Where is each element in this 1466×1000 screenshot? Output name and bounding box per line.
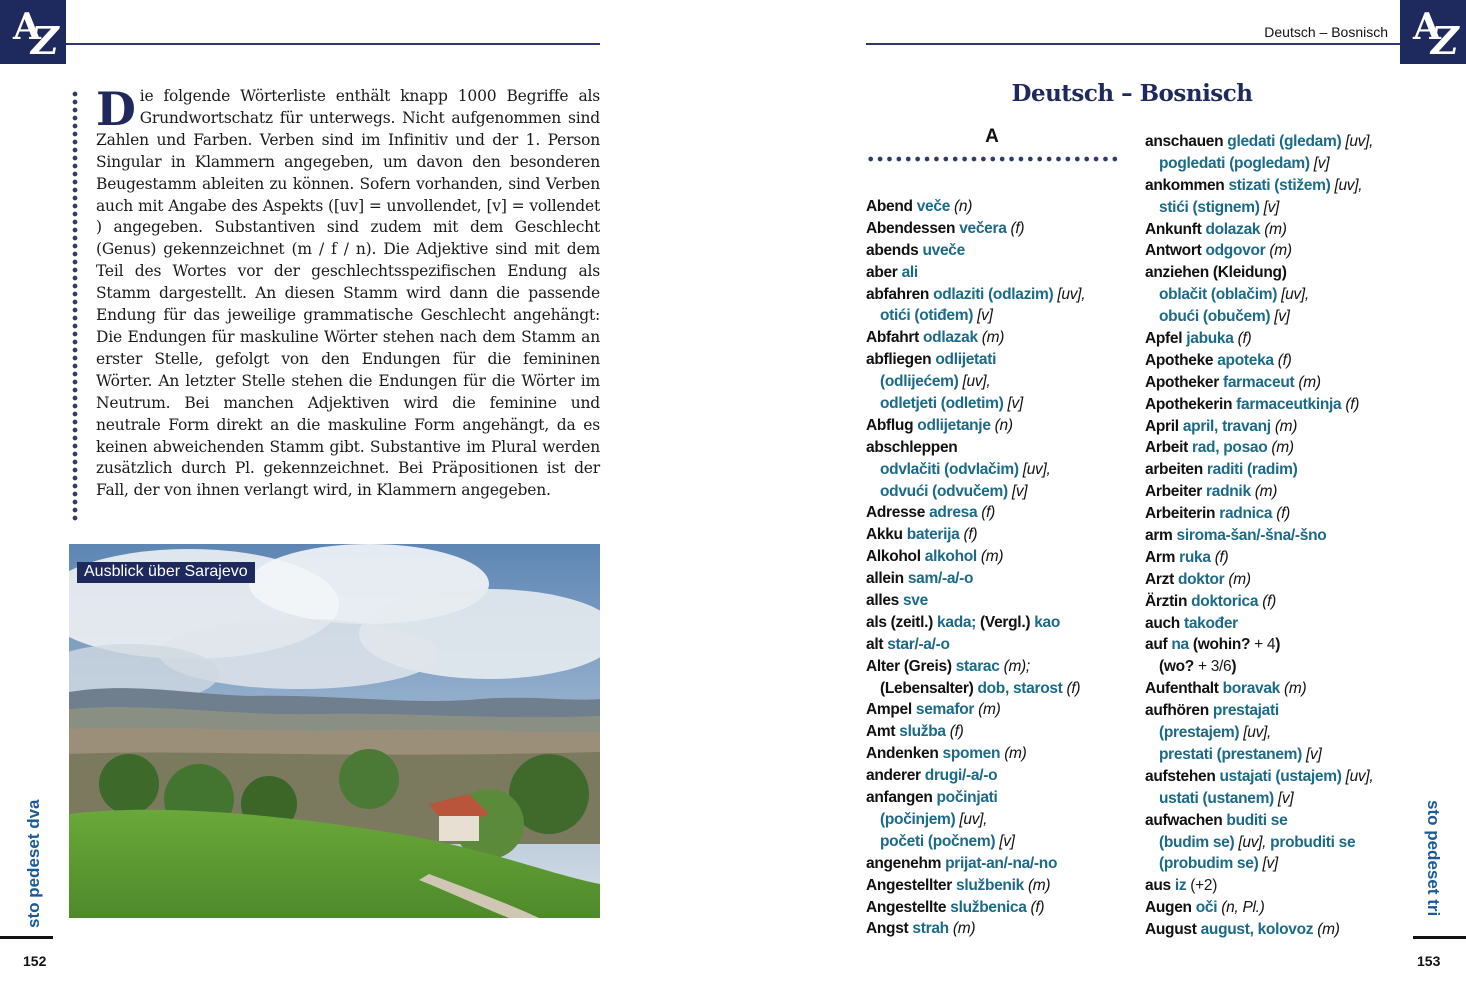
bosnian-term: ustati (ustanem) — [1159, 789, 1278, 807]
glossary-entry-line — [1145, 722, 1373, 744]
intro-paragraph — [96, 82, 600, 502]
glossary-entry-line — [866, 327, 1085, 349]
grammar-note: (m) — [978, 701, 1001, 719]
bosnian-term: august, kolovoz — [1200, 921, 1318, 939]
bosnian-term: doktor — [1177, 570, 1229, 588]
glossary-entry-line — [866, 743, 1085, 765]
grammar-note: (f) — [981, 504, 996, 522]
bosnian-term: oblačit (oblačim) — [1159, 286, 1282, 304]
german-term: alt — [866, 635, 888, 653]
german-term: ankommen — [1145, 176, 1229, 194]
page-number-bar-left — [0, 936, 53, 939]
grammar-note: (m) — [952, 920, 976, 938]
bosnian-term: dolazak — [1205, 220, 1265, 238]
glossary-entry-line — [1145, 175, 1373, 197]
glossary-entry-line — [866, 809, 1085, 831]
bosnian-term: semafor — [915, 701, 979, 719]
bosnian-term: buditi se — [1226, 811, 1288, 829]
grammar-note: [uv], — [959, 810, 988, 828]
glossary-entry-line — [1145, 394, 1373, 416]
german-term: aufhören — [1145, 702, 1213, 720]
grammar-note: + 3/6 — [1197, 658, 1232, 676]
glossary-entry-line — [866, 546, 1085, 568]
glossary-entry-line — [1145, 437, 1373, 459]
glossary-column-1 — [866, 196, 1085, 940]
page-number-bar-right — [1413, 936, 1466, 939]
glossary-entry-line — [1145, 678, 1373, 700]
glossary-entry-line — [1145, 613, 1373, 635]
german-term: Augen — [1145, 899, 1196, 917]
bosnian-term: (odlijećem) — [880, 373, 963, 391]
bosnian-term: iz — [1174, 877, 1191, 895]
german-term: Abflug — [866, 416, 918, 434]
glossary-entry-line — [1145, 897, 1373, 919]
bosnian-term: (probudim se) — [1159, 855, 1263, 873]
glossary-entry-line — [1145, 153, 1373, 175]
photo-caption: Ausblick über Sarajevo — [77, 562, 255, 583]
bosnian-term: otići (otiđem) — [880, 307, 978, 325]
bosnian-term: boravak — [1222, 680, 1284, 698]
german-term: Ampel — [866, 701, 916, 719]
glossary-entry-line — [866, 349, 1085, 371]
german-term: Arbeiter — [1145, 483, 1207, 501]
az-logo-icon: A Z — [0, 0, 66, 64]
grammar-note: (m) — [980, 548, 1004, 566]
grammar-note: (m) — [1004, 745, 1027, 763]
glossary-entry-line — [1145, 262, 1373, 284]
german-term: Apothekerin — [1145, 395, 1237, 413]
bosnian-term: oči — [1195, 899, 1222, 917]
glossary-entry-line — [866, 240, 1085, 262]
glossary-entry-line — [866, 415, 1085, 437]
bosnian-term: odlijetanje — [917, 416, 995, 434]
bosnian-term: ruka — [1179, 548, 1215, 566]
page-number-left: 152 — [23, 953, 47, 969]
bosnian-term: odvući (odvučem) — [880, 482, 1012, 500]
drop-cap: D — [96, 82, 136, 136]
german-term: abends — [866, 241, 923, 259]
german-term: abfliegen — [866, 351, 936, 369]
glossary-entry-line — [1145, 219, 1373, 241]
page-label-left: sto pedeset dva — [24, 799, 43, 928]
german-term: Apotheker — [1145, 373, 1223, 391]
german-term: alles — [866, 592, 903, 610]
bosnian-term: odvlačiti (odvlačim) — [880, 460, 1023, 478]
grammar-note: (n) — [954, 198, 973, 215]
bosnian-term: probuditi se — [1270, 833, 1356, 851]
glossary-entry-line — [866, 284, 1085, 306]
dotted-margin-line — [72, 90, 78, 522]
glossary-entry-line — [866, 305, 1085, 327]
glossary-entry-line — [866, 656, 1085, 678]
german-term: Arbeiterin — [1145, 505, 1220, 523]
german-term: allein — [866, 570, 908, 588]
grammar-note: [uv], — [1057, 285, 1086, 303]
grammar-note: [v] — [977, 307, 993, 325]
bosnian-term: početi (počnem) — [880, 832, 1000, 850]
bosnian-term: baterija — [906, 526, 964, 544]
grammar-note: [uv], — [1345, 133, 1374, 150]
glossary-entry-line — [1145, 875, 1373, 897]
bosnian-term: ali — [901, 263, 918, 281]
bosnian-term: također — [1183, 614, 1238, 632]
glossary-entry-line — [866, 765, 1085, 787]
glossary-entry-line — [866, 568, 1085, 590]
glossary-entry-line — [866, 787, 1085, 809]
bosnian-term: siroma-šan/-šna/-šno — [1176, 527, 1327, 545]
bosnian-term: odgovor — [1205, 242, 1270, 260]
bosnian-term: dob, starost — [977, 679, 1067, 697]
bosnian-term: doktorica — [1191, 592, 1263, 610]
german-term: Alkohol — [866, 548, 925, 566]
bosnian-term: prestati (prestanem) — [1159, 745, 1307, 763]
page-label-right: sto pedeset tri — [1424, 800, 1443, 917]
german-term: Andenken — [866, 745, 943, 763]
german-term: Angst — [866, 920, 913, 938]
german-term: Ankunft — [1145, 220, 1206, 238]
glossary-entry-line — [866, 875, 1085, 897]
grammar-note: [v] — [1263, 198, 1280, 216]
grammar-note: (m) — [1228, 570, 1251, 588]
german-term: Abendessen — [866, 219, 960, 237]
german-term: aber — [866, 263, 902, 281]
bosnian-term: službenica — [950, 898, 1031, 916]
glossary-entry-line — [866, 897, 1085, 919]
grammar-note: (f) — [1262, 592, 1276, 610]
german-term: Angestellte — [866, 898, 951, 916]
grammar-note: (f) — [1030, 898, 1045, 916]
bosnian-term: uveče — [922, 241, 965, 259]
grammar-note: (m) — [1284, 680, 1307, 698]
bosnian-term: odlaziti (odlazim) — [933, 285, 1058, 303]
grammar-note: (n, Pl.) — [1221, 899, 1265, 917]
german-term: Amt — [866, 723, 900, 741]
grammar-note: (f) — [1066, 679, 1081, 697]
german-term: Arbeit — [1145, 439, 1192, 457]
grammar-note: (m) — [1271, 439, 1294, 457]
german-term: Angestellter — [866, 876, 956, 894]
glossary-entry-line — [866, 590, 1085, 612]
glossary-entry-line — [1145, 547, 1373, 569]
grammar-note: [uv], — [1238, 833, 1271, 851]
german-term: anschauen — [1145, 133, 1228, 150]
german-term: Adresse — [866, 504, 930, 522]
grammar-note: [uv], — [1243, 724, 1272, 742]
glossary-column-2 — [1145, 131, 1373, 941]
german-term: arm — [1145, 527, 1177, 545]
grammar-note: (+2) — [1190, 877, 1218, 895]
german-term: Arm — [1145, 548, 1180, 566]
header-rule — [66, 43, 600, 45]
glossary-entry-line — [1145, 656, 1373, 678]
intro-text: ie folgende Wörterliste enthält knapp 1000 Begriffe als Grundwortschatz für unterwegs. Nicht aufgenommen sind Zahlen und Farben. Verben sind im Infinitiv und der 1. Person Singular in Klammern angegeben, um davon den besonderen Beugestamm ableiten zu können. Sofern vorhanden, sind Verben auch mit Angabe des Aspekts ([uv] = unvollendet, [v] = vollendet ) angegeben. Substantiven sind zudem mit dem Geschlecht (Genus) gekennzeichnet (m / f / n). Die Adjektive sind mit dem Teil des Wortes vor der geschlechtsspezifischen Endung als Stamm dargestellt. An diesen Stamm wird dann die passende Endung für das jeweilige grammatische Geschlecht angehängt: Die Endungen für maskuline Wörter stehen nach dem Stamm an erster Stelle, gefolgt von den Endungen für die femininen Wörter. An letzter Stelle stehen die Endungen für die Wörter im Neutrum. Bei manchen Adjektiven wird die feminine und neutrale Form direkt an die maskuline Form angehängt, da es keinen abweichenden Stamm gibt. Substantive im Plural werden zusätzlich durch Pl. gekennzeichnet. Bei Präpositionen ist der Fall, der von ihnen verlangt wird, in Klammern angegeben. — [96, 87, 600, 500]
section-dotted-rule — [866, 156, 1118, 162]
grammar-note: (f) — [1345, 395, 1360, 413]
german-term: auch — [1145, 614, 1184, 632]
glossary-entry-line — [866, 371, 1085, 393]
bosnian-term: drugi/-a/-o — [924, 767, 998, 785]
german-term: April — [1145, 417, 1183, 435]
grammar-note: (f) — [1214, 548, 1229, 566]
glossary-entry-line — [1145, 240, 1373, 262]
glossary-entry-line — [866, 218, 1085, 240]
bosnian-term: stići (stignem) — [1159, 198, 1264, 216]
bosnian-term: na — [1171, 636, 1193, 654]
german-term: Abfahrt — [866, 329, 924, 347]
bosnian-term: radnik — [1206, 483, 1255, 501]
header-rule-right — [866, 43, 1400, 45]
grammar-note: (f) — [1277, 351, 1292, 369]
bosnian-term: rad, posao — [1192, 439, 1272, 457]
grammar-note: (f) — [1010, 219, 1025, 237]
german-term: abschleppen — [866, 438, 958, 456]
glossary-entry-line — [866, 262, 1085, 284]
german-term: abfahren — [866, 285, 934, 303]
glossary-entry-line — [866, 831, 1085, 853]
grammar-note: [v] — [1277, 789, 1294, 807]
glossary-entry-line — [1145, 744, 1373, 766]
german-term: ) — [1231, 658, 1237, 676]
grammar-note: (m) — [1269, 242, 1292, 260]
glossary-entry-line — [1145, 525, 1373, 547]
bosnian-term: radnica — [1219, 505, 1277, 523]
bosnian-term: sve — [902, 592, 928, 610]
grammar-note: (m) — [1254, 483, 1278, 501]
glossary-entry-line — [1145, 503, 1373, 525]
bosnian-term: (počinjem) — [880, 810, 960, 828]
german-term: Arzt — [1145, 570, 1178, 588]
glossary-entry-line — [866, 459, 1085, 481]
glossary-entry-line — [1145, 919, 1373, 941]
bosnian-term: gledati (gledam) — [1227, 133, 1346, 150]
grammar-note: (f) — [1237, 330, 1252, 348]
glossary-entry-line — [1145, 569, 1373, 591]
glossary-entry-line — [866, 634, 1085, 656]
bosnian-term: veče — [916, 198, 955, 215]
bosnian-term: farmaceut — [1222, 373, 1299, 391]
bosnian-term: adresa — [929, 504, 982, 522]
glossary-entry-line — [866, 678, 1085, 700]
german-term: aufstehen — [1145, 767, 1220, 785]
grammar-note: (f) — [963, 526, 978, 544]
bosnian-term: kao — [1034, 613, 1061, 631]
section-letter: A — [985, 126, 999, 147]
glossary-entry-line — [1145, 197, 1373, 219]
grammar-note: [v] — [1011, 482, 1028, 500]
bosnian-term: (prestajem) — [1159, 724, 1244, 742]
german-term: Aufenthalt — [1145, 680, 1223, 698]
german-term: Alter (Greis) — [866, 657, 956, 675]
grammar-note: [v] — [999, 832, 1015, 850]
grammar-note: [v] — [1313, 154, 1330, 172]
bosnian-term: prestajati — [1212, 702, 1279, 720]
grammar-note: (m) — [1298, 373, 1321, 391]
german-term: aufwachen — [1145, 811, 1227, 829]
glossary-entry-line — [1145, 810, 1373, 832]
bosnian-term: strah — [912, 920, 953, 938]
german-term: (wo? — [1159, 658, 1198, 676]
bosnian-term: stizati (stižem) — [1228, 176, 1335, 194]
bosnian-term: farmaceutkinja — [1236, 395, 1346, 413]
glossary-entry-line — [866, 853, 1085, 875]
german-term: (Lebensalter) — [880, 679, 978, 697]
glossary-entry-line — [866, 196, 1085, 218]
bosnian-term: sam/-a/-o — [907, 570, 974, 588]
grammar-note: (m) — [981, 329, 1005, 347]
running-head: Deutsch – Bosnisch — [1264, 24, 1388, 40]
bosnian-term: jabuka — [1186, 330, 1238, 348]
glossary-entry-line — [1145, 481, 1373, 503]
bosnian-term: spomen — [942, 745, 1005, 763]
bosnian-term: apoteka — [1217, 351, 1278, 369]
german-term: Ärztin — [1145, 592, 1192, 610]
grammar-note: [v] — [1274, 308, 1290, 326]
az-logo-icon-right: A Z — [1400, 0, 1466, 64]
sarajevo-photo — [69, 544, 600, 918]
german-term: angenehm — [866, 854, 946, 872]
glossary-entry-line — [866, 524, 1085, 546]
glossary-entry-line — [1145, 459, 1373, 481]
bosnian-term: služba — [899, 723, 950, 741]
glossary-entry-line — [866, 721, 1085, 743]
glossary-entry-line — [866, 393, 1085, 415]
page-title: Deutsch – Bosnisch — [1011, 80, 1253, 107]
bosnian-term: obući (obučem) — [1159, 308, 1275, 326]
grammar-note: (m) — [1264, 220, 1287, 238]
bosnian-term: alkohol — [924, 548, 981, 566]
grammar-note: [uv], — [1281, 286, 1309, 304]
glossary-entry-line — [866, 437, 1085, 459]
glossary-entry-line — [1145, 306, 1373, 328]
grammar-note: (m) — [1027, 876, 1051, 894]
german-term: Apotheke — [1145, 351, 1218, 369]
glossary-entry-line — [1145, 372, 1373, 394]
german-term: Apfel — [1145, 330, 1187, 348]
bosnian-term: star/-a/-o — [887, 635, 950, 653]
bosnian-term: odletjeti (odletim) — [880, 395, 1008, 413]
bosnian-term: (budim se) — [1159, 833, 1239, 851]
grammar-note: (m) — [1317, 921, 1340, 939]
glossary-entry-line — [866, 612, 1085, 634]
grammar-note: [uv], — [1022, 460, 1051, 478]
german-term: (wohin? — [1192, 636, 1255, 654]
glossary-entry-line — [1145, 853, 1373, 875]
glossary-entry-line — [1145, 284, 1373, 306]
bosnian-term: april, travanj — [1182, 417, 1275, 435]
glossary-entry-line — [1145, 416, 1373, 438]
grammar-note: (f) — [1276, 505, 1290, 523]
glossary-entry-line — [866, 699, 1085, 721]
german-term: (Vergl.) — [980, 613, 1035, 631]
grammar-note: [v] — [1262, 855, 1278, 873]
glossary-entry-line — [1145, 591, 1373, 613]
glossary-entry-line — [866, 918, 1085, 940]
grammar-note: [v] — [1007, 395, 1023, 413]
glossary-entry-line — [866, 481, 1085, 503]
glossary-entry-line — [1145, 766, 1373, 788]
german-term: auf — [1145, 636, 1172, 654]
grammar-note: (f) — [949, 723, 964, 741]
bosnian-term: ustajati (ustajem) — [1219, 767, 1346, 785]
german-term: anfangen — [866, 789, 937, 807]
german-term: ) — [1275, 636, 1281, 654]
german-term: August — [1145, 921, 1201, 939]
german-term: als (zeitl.) — [866, 613, 938, 631]
bosnian-term: kada; — [937, 613, 981, 631]
german-term: aus — [1145, 877, 1175, 895]
bosnian-term: odlijetati — [935, 351, 997, 369]
german-term: anderer — [866, 767, 925, 785]
bosnian-term: večera — [959, 219, 1011, 237]
german-term: Abend — [866, 198, 917, 215]
grammar-note: (m); — [1003, 657, 1030, 675]
glossary-entry-line — [1145, 131, 1373, 153]
german-term: Akku — [866, 526, 907, 544]
bosnian-term: starac — [955, 657, 1004, 675]
glossary-entry-line — [866, 502, 1085, 524]
grammar-note: (m) — [1274, 417, 1298, 435]
grammar-note: [uv], — [1345, 767, 1374, 785]
glossary-entry-line — [1145, 634, 1373, 656]
grammar-note: [uv], — [962, 373, 991, 391]
german-term: arbeiten — [1145, 461, 1207, 479]
glossary-entry-line — [1145, 350, 1373, 372]
grammar-note: (n) — [994, 416, 1013, 434]
bosnian-term: počinjati — [936, 789, 998, 807]
glossary-entry-line — [1145, 328, 1373, 350]
glossary-entry-line — [1145, 832, 1373, 854]
glossary-entry-line — [1145, 788, 1373, 810]
bosnian-term: raditi (radim) — [1206, 461, 1298, 479]
grammar-note: [v] — [1306, 745, 1322, 763]
bosnian-term: prijat-an/-na/-no — [945, 854, 1058, 872]
bosnian-term: odlazak — [923, 329, 982, 347]
glossary-entry-line — [1145, 700, 1373, 722]
bosnian-term: službenik — [956, 876, 1028, 894]
page-number-right: 153 — [1417, 953, 1441, 969]
german-term: Antwort — [1145, 242, 1206, 260]
bosnian-term: pogledati (pogledam) — [1159, 154, 1314, 172]
grammar-note: + 4 — [1254, 636, 1276, 654]
german-term: anziehen (Kleidung) — [1145, 264, 1287, 282]
grammar-note: [uv], — [1334, 176, 1363, 194]
